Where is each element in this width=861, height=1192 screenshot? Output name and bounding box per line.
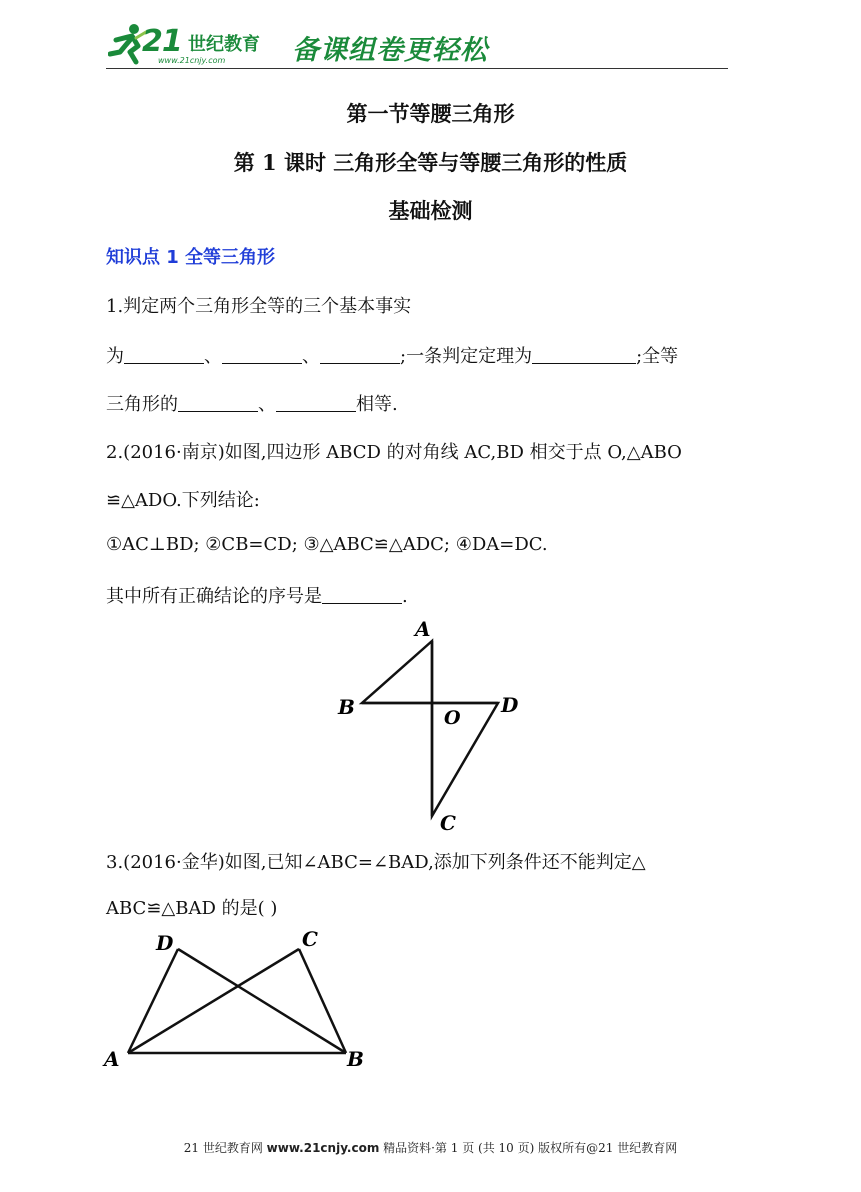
label-a: A <box>415 617 431 641</box>
answer-blank[interactable] <box>276 393 356 412</box>
answer-blank[interactable] <box>222 345 302 364</box>
page-footer <box>0 1139 861 1156</box>
label-c: C <box>440 811 456 835</box>
q1-text-d: 三角形的 <box>106 394 178 415</box>
footer-site-link[interactable]: www.21cnjy.com <box>266 1141 380 1155</box>
header-slogan: 备课组卷更轻松 <box>292 35 488 66</box>
answer-blank[interactable] <box>124 345 204 364</box>
q1-text-a: 为 <box>106 346 124 367</box>
label-o: O <box>444 707 461 729</box>
q1-sep: 、 <box>258 394 276 415</box>
lesson-title: 第 1 课时 三角形全等与等腰三角形的性质 <box>233 150 628 175</box>
answer-blank[interactable] <box>320 345 400 364</box>
header-divider <box>106 68 728 69</box>
answer-blank[interactable] <box>322 585 402 604</box>
kite-outline <box>362 641 498 816</box>
footer-pre: 21 世纪教育网 <box>183 1141 267 1155</box>
answer-blank[interactable] <box>178 393 258 412</box>
label-b: B <box>338 695 355 719</box>
label-a: A <box>104 1047 120 1071</box>
q3-line1: 3.(2016·金华)如图,已知∠ABC=∠BAD,添加下列条件还不能判定△ <box>106 852 646 873</box>
label-b: B <box>347 1047 364 1071</box>
q2-text-a: 其中所有正确结论的序号是 <box>106 586 322 607</box>
figure-kite <box>330 610 530 835</box>
q1-text-c: ;全等 <box>636 346 679 367</box>
q2-text-b: . <box>402 586 408 607</box>
part-title: 基础检测 <box>388 198 473 223</box>
q1-line3 <box>106 390 398 416</box>
label-d: D <box>156 931 174 955</box>
footer-post: 精品资料·第 1 页 (共 10 页) 版权所有@21 世纪教育网 <box>379 1141 678 1155</box>
answer-blank[interactable] <box>532 345 636 364</box>
q2-line2: ≌△ADO.下列结论: <box>106 490 260 511</box>
label-c: C <box>302 927 318 951</box>
logo-number: 21 <box>142 24 182 59</box>
label-d: D <box>501 693 519 717</box>
q2-line4 <box>106 582 408 608</box>
q2-line1: 2.(2016·南京)如图,四边形 ABCD 的对角线 AC,BD 相交于点 O,△ABO <box>106 442 682 463</box>
q1-sep: 、 <box>302 346 320 367</box>
logo-text: 世纪教育 <box>188 34 260 55</box>
figure-triangles <box>98 920 378 1078</box>
segment-db <box>178 949 346 1053</box>
q3-line2: ABC≌△BAD 的是( ) <box>106 898 278 919</box>
logo-url: www.21cnjy.com <box>158 56 226 65</box>
knowledge-point-heading: 知识点 1 全等三角形 <box>106 247 276 268</box>
q1-text-b: ;一条判定定理为 <box>400 346 533 367</box>
q1-sep: 、 <box>204 346 222 367</box>
q2-line3: ①AC⊥BD; ②CB=CD; ③△ABC≌△ADC; ④DA=DC. <box>106 534 548 555</box>
q1-line1: 1.判定两个三角形全等的三个基本事实 <box>106 296 412 317</box>
q1-line2 <box>106 342 678 368</box>
section-title: 第一节等腰三角形 <box>346 101 515 126</box>
q1-text-e: 相等. <box>356 394 398 415</box>
